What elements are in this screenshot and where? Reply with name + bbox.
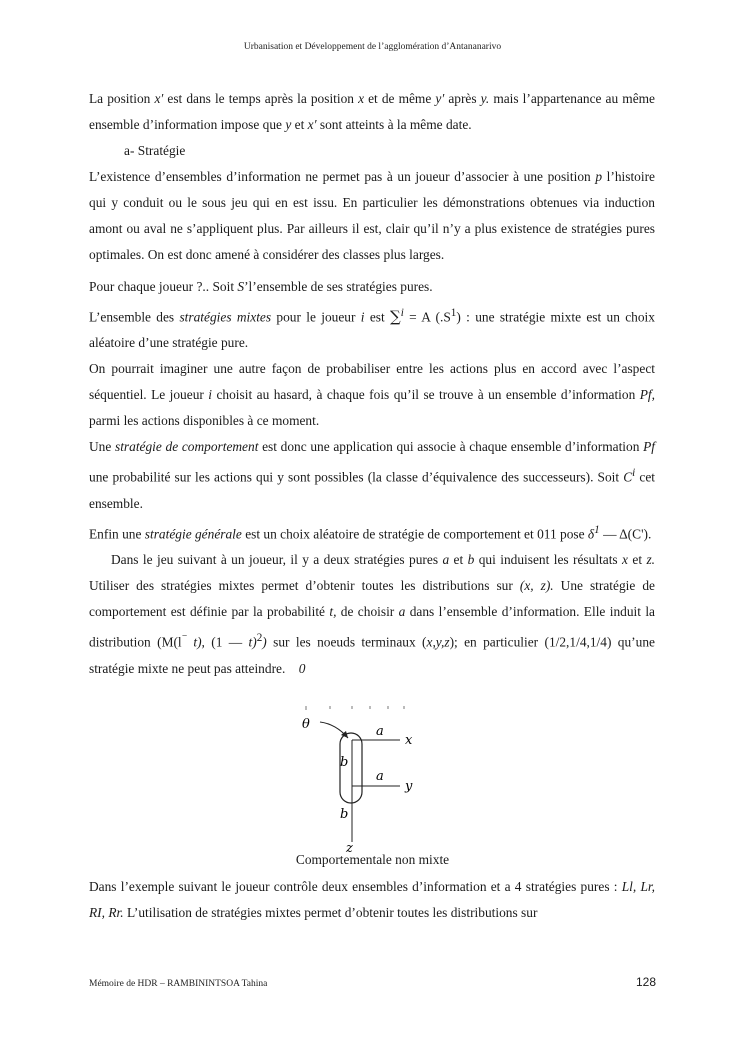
dotted-top-marks bbox=[306, 706, 404, 710]
label-z: z bbox=[346, 841, 353, 852]
footer-author: Mémoire de HDR – RAMBININTSOA Tahina bbox=[89, 979, 268, 989]
paragraph-strategie-generale: Enfin une stratégie générale est un choix aléatoire de stratégie de comportement et 011 pose $\delta^1$ — Δ(C'). bbox=[89, 523, 652, 542]
label-b-mid: b bbox=[340, 755, 349, 770]
label-a-top: a bbox=[376, 724, 384, 739]
game-tree-figure bbox=[290, 702, 430, 852]
paragraph-existence: L’existence d’ensembles d’information ne permet pas à un joueur d’associer à une position p l’histoire qui y conduit ou le sous jeu qui en est issu. En particulier les démonstrations obtenues via induction amont ou aval ne s’appliquent plus. Par ailleurs il est, clair qu’il n’y a plus existence de stratégies pures optimales. On est donc amené à considérer des classes plus larges. bbox=[89, 169, 655, 262]
page-number: 128 bbox=[635, 975, 656, 989]
body-text bbox=[89, 86, 655, 682]
paragraph-position: La position x′ est dans le temps après la position x et de même y′ après y. mais l’appartenance au même ensemble d’information impose que y et x′ sont atteints à la même date. bbox=[89, 91, 655, 132]
body-text-continued bbox=[89, 874, 655, 926]
label-x: x bbox=[405, 733, 413, 748]
paragraph-exemple-suivant: Dans l’exemple suivant le joueur contrôle deux ensembles d’information et a 4 stratégies pures : Ll, Lr, RI, Rr. L’utilisation de stratégies mixtes permet d’obtenir toutes les distributions sur bbox=[89, 879, 655, 920]
label-theta: θ bbox=[302, 717, 310, 732]
label-b-bottom: b bbox=[340, 807, 349, 822]
label-a-mid: a bbox=[376, 769, 384, 784]
paragraph-comportement: Une stratégie de comportement est donc une application qui associe à chaque ensemble d’information Pf une probabilité sur les actions qui y sont possibles (la classe d’équivalence des successeurs). Soit $C^i$ cet ensemble. bbox=[89, 439, 655, 511]
paragraph-joueur: Pour chaque joueur ?.. Soit S’l’ensemble de ses stratégies pures. bbox=[89, 279, 433, 294]
running-header: Urbanisation et Développement de l’agglomération d’Antananarivo bbox=[243, 42, 502, 52]
paragraph-probabiliser: On pourrait imaginer une autre façon de probabiliser entre les actions plus en accord avec l’aspect séquentiel. Le joueur i choisit au hasard, à chaque fois qu’il se trouve à un ensemble d’information Pf, parmi les actions disponibles à ce moment. bbox=[89, 361, 655, 429]
label-y: y bbox=[405, 779, 413, 794]
paragraph-jeu-suivant: Dans le jeu suivant à un joueur, il y a deux stratégies pures a et b qui induisent les résultats x et z. Utiliser des stratégies mixtes permet d’obtenir toutes les distributions sur (x, z). Une stratégie de comportement est définie par la probabilité t, de choisir a dans l’ensemble d’information. Elle induit la distribution (M(l⁻ t), (1 — t)$^2$) sur les noeuds terminaux (x,y,z); en particulier (1/2,1/4,1/4) qu’une stratégie mixte ne peut pas atteindre. 0 bbox=[89, 552, 656, 676]
paragraph-strategies-mixtes: L’ensemble des stratégies mixtes pour le joueur i est ∑$^i$ = A $(.S^1)$ : une stratégie mixte est un choix aléatoire d’une stratégie pure. bbox=[89, 307, 655, 351]
section-heading-strategie: a- Stratégie bbox=[124, 143, 186, 158]
figure-caption: Comportementale non mixte bbox=[295, 852, 450, 867]
